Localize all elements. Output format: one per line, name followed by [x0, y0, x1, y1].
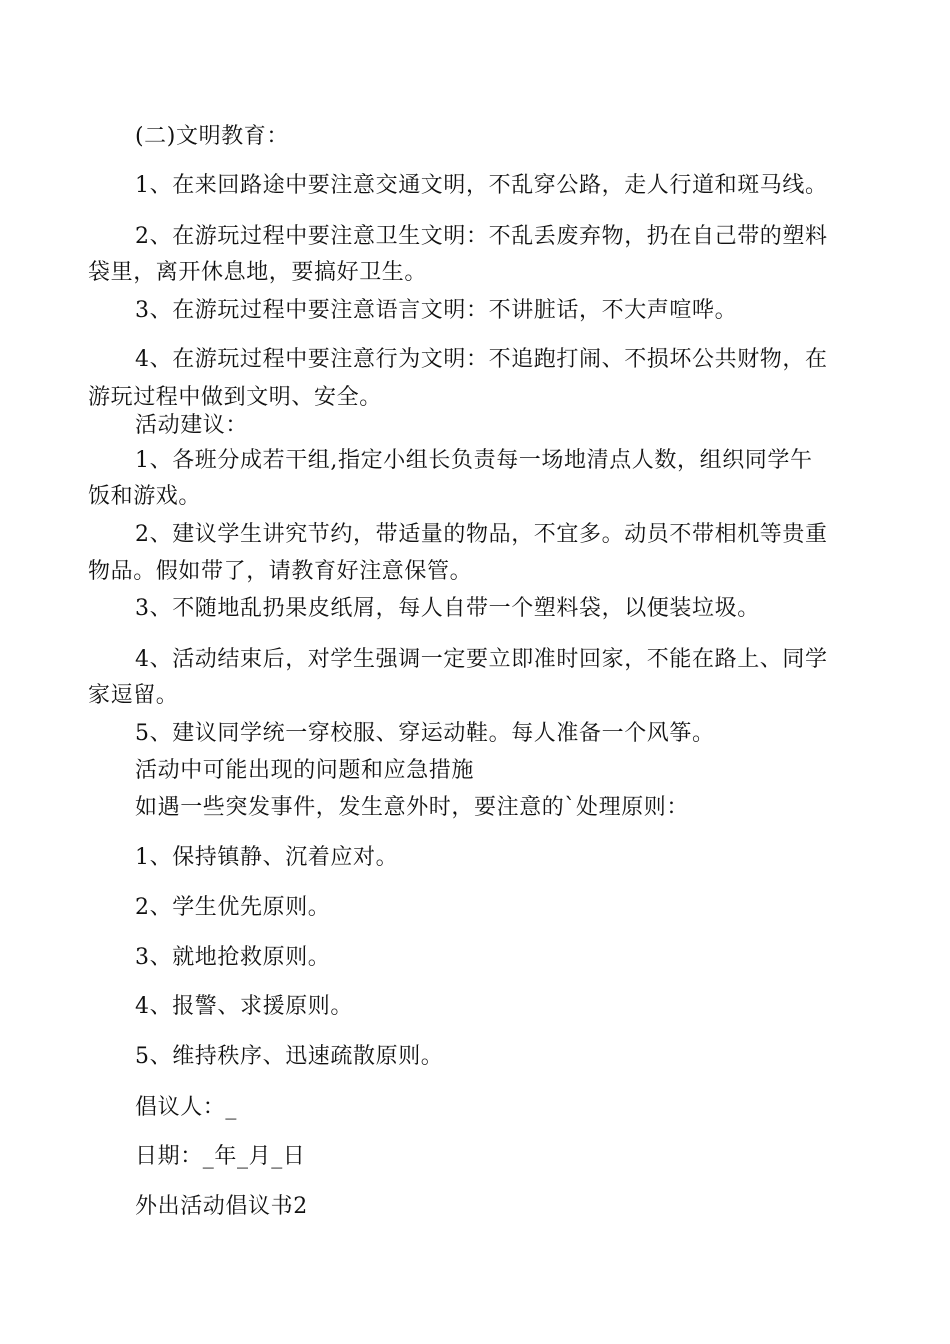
- paragraph-advice-5: 5、建议同学统一穿校服、穿运动鞋。每人准备一个风筝。: [135, 721, 715, 746]
- date-line: 日期：_年_月_日: [135, 1144, 306, 1169]
- paragraph-civil-2-line2: 袋里，离开休息地，要搞好卫生。: [88, 260, 428, 285]
- paragraph-civil-2-line1: 2、在游玩过程中要注意卫生文明：不乱丢废弃物，扔在自己带的塑料: [135, 224, 828, 249]
- paragraph-civil-4-line2: 游玩过程中做到文明、安全。: [88, 385, 382, 410]
- paragraph-emergency-intro: 如遇一些突发事件，发生意外时，要注意的`处理原则：: [135, 795, 690, 820]
- paragraph-advice-4-line1: 4、活动结束后，对学生强调一定要立即准时回家，不能在路上、同学: [135, 647, 828, 672]
- section-heading-civil-education: (二)文明教育：: [135, 124, 289, 149]
- paragraph-advice-2-line2: 物品。假如带了，请教育好注意保管。: [88, 559, 473, 584]
- paragraph-advice-2-line1: 2、建议学生讲究节约，带适量的物品，不宜多。动员不带相机等贵重: [135, 522, 828, 547]
- paragraph-emergency-3: 3、就地抢救原则。: [135, 945, 331, 970]
- next-document-title: 外出活动倡议书2: [135, 1194, 308, 1219]
- paragraph-advice-1-line2: 饭和游戏。: [88, 484, 202, 509]
- paragraph-emergency-5: 5、维持秩序、迅速疏散原则。: [135, 1044, 444, 1069]
- paragraph-emergency-2: 2、学生优先原则。: [135, 895, 331, 920]
- section-heading-activity-advice: 活动建议：: [135, 413, 249, 438]
- section-heading-emergency: 活动中可能出现的问题和应急措施: [135, 758, 475, 783]
- paragraph-emergency-1: 1、保持镇静、沉着应对。: [135, 845, 399, 870]
- proposer-line: 倡议人：_: [135, 1095, 238, 1120]
- paragraph-civil-1: 1、在来回路途中要注意交通文明，不乱穿公路，走人行道和斑马线。: [135, 173, 828, 198]
- paragraph-civil-3: 3、在游玩过程中要注意语言文明：不讲脏话，不大声喧哗。: [135, 298, 738, 323]
- paragraph-advice-4-line2: 家逗留。: [88, 683, 179, 708]
- paragraph-advice-3: 3、不随地乱扔果皮纸屑，每人自带一个塑料袋，以便装垃圾。: [135, 596, 760, 621]
- paragraph-emergency-4: 4、报警、求援原则。: [135, 994, 353, 1019]
- paragraph-advice-1-line1: 1、各班分成若干组,指定小组长负责每一场地清点人数，组织同学午: [135, 448, 813, 473]
- paragraph-civil-4-line1: 4、在游玩过程中要注意行为文明：不追跑打闹、不损坏公共财物，在: [135, 347, 828, 372]
